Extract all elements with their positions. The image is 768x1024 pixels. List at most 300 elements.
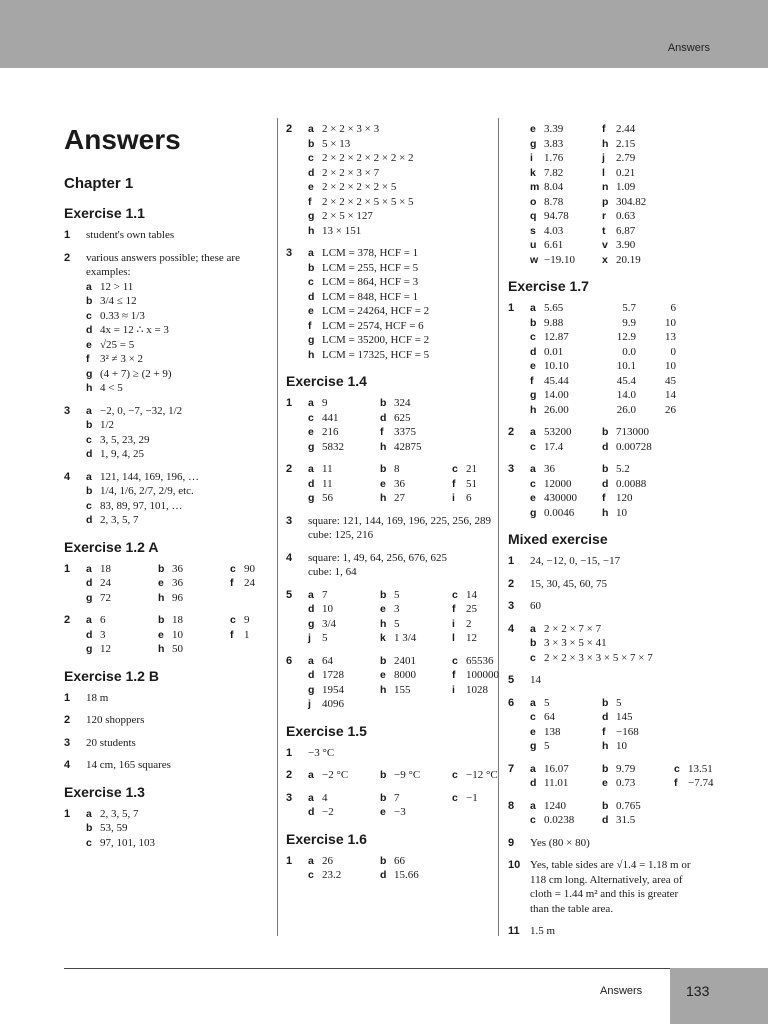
answer-row <box>308 791 524 806</box>
part-letter: b <box>530 637 537 649</box>
answer-text: Yes, table sides are √1.4 = 1.18 m or <box>530 859 691 871</box>
question-body <box>86 562 302 606</box>
answer-part <box>380 396 452 411</box>
part-letter: c <box>452 791 458 804</box>
part-value: 2, 3, 5, 7 <box>100 807 139 820</box>
question <box>508 622 718 666</box>
part-letter: p <box>602 195 609 208</box>
question-number: 5 <box>286 588 293 601</box>
answer-part <box>86 499 183 514</box>
answer-part <box>602 776 674 791</box>
answer-part <box>530 506 602 521</box>
answer-text: 24, −12, 0, −15, −17 <box>530 555 621 567</box>
part-letter: f <box>86 353 90 365</box>
part-letter: o <box>530 195 537 208</box>
part-value: 8000 <box>394 669 416 681</box>
part-letter: f <box>452 669 456 681</box>
part-value: 1.76 <box>544 152 564 164</box>
answer-row <box>86 294 274 309</box>
answer-text: 14 cm, 165 squares <box>86 759 171 771</box>
answer-row <box>308 462 524 477</box>
answer-part <box>308 477 380 492</box>
part-letter: f <box>452 603 456 615</box>
answer-part <box>308 275 418 290</box>
question-body <box>86 404 274 462</box>
question <box>64 713 274 728</box>
part-value: 23.2 <box>322 869 342 881</box>
part-value: 51 <box>466 477 477 490</box>
part-value: 83, 89, 97, 101, … <box>100 499 183 512</box>
part-value: −19.10 <box>544 253 575 266</box>
part-value: −2, 0, −7, −32, 1/2 <box>100 404 183 417</box>
part-letter: g <box>308 210 315 222</box>
part-value: 9.79 <box>616 762 636 775</box>
question-body <box>530 762 746 791</box>
answer-row <box>530 491 718 506</box>
answer-row <box>530 651 718 666</box>
answer-part <box>308 246 418 261</box>
part-value: 10 <box>665 360 676 372</box>
part-value: 138 <box>544 725 561 738</box>
part-value: 2 × 2 × 2 × 5 × 5 × 5 <box>322 195 414 208</box>
exercise-heading: Exercise 1.6 <box>286 830 367 847</box>
answer-part <box>380 425 452 440</box>
part-value: 2 × 2 × 2 × 2 × 5 <box>322 181 397 193</box>
question-body <box>308 462 524 506</box>
answer-part <box>530 477 602 492</box>
question <box>508 599 718 614</box>
question <box>508 554 718 569</box>
answer-row <box>308 195 491 210</box>
part-letter: b <box>308 137 315 150</box>
part-value: LCM = 255, HCF = 5 <box>322 261 419 274</box>
part-value: 3 × 3 × 5 × 41 <box>544 637 607 649</box>
question-number: 1 <box>286 397 293 409</box>
part-letter: a <box>308 654 314 667</box>
answer-row <box>308 491 524 506</box>
part-value: 64 <box>322 654 333 667</box>
answer-part <box>530 180 602 195</box>
part-letter: a <box>530 463 536 475</box>
question-number: 1 <box>286 854 293 867</box>
part-value: −2 <box>322 806 334 818</box>
question <box>508 462 718 520</box>
answer-row <box>308 290 491 305</box>
part-value: 0.21 <box>616 166 636 179</box>
question <box>286 854 491 883</box>
question <box>286 768 498 783</box>
part-value: 53, 59 <box>100 822 128 834</box>
question-number: 2 <box>64 614 71 626</box>
part-value: 18 <box>100 562 111 575</box>
part-value: 0.00728 <box>616 440 652 453</box>
answer-part <box>530 696 602 711</box>
part-letter: d <box>308 603 315 615</box>
question-body <box>86 713 274 728</box>
question-number: 1 <box>286 746 293 759</box>
answer-row <box>86 591 302 606</box>
answer-row <box>530 462 718 477</box>
part-value: LCM = 24264, HCF = 2 <box>322 305 430 317</box>
question-number: 2 <box>286 123 293 135</box>
question-number: 1 <box>508 302 515 314</box>
part-letter: g <box>530 389 537 401</box>
part-letter: b <box>86 419 93 431</box>
part-letter: e <box>530 492 536 504</box>
answer-row <box>308 617 524 632</box>
part-letter: b <box>158 614 165 626</box>
exercise-heading: Exercise 1.2 A <box>64 538 159 555</box>
answer-text: cube: 125, 216 <box>308 529 374 541</box>
question <box>508 425 718 454</box>
part-value: 4096 <box>322 698 344 710</box>
answer-row <box>530 238 718 253</box>
answer-text: examples: <box>86 266 131 278</box>
answer-row <box>308 425 491 440</box>
part-letter: b <box>308 261 315 274</box>
answer-text: 118 cm long. Alternatively, area of <box>530 873 683 886</box>
question-body <box>530 673 718 688</box>
answer-part <box>308 668 380 683</box>
part-letter: b <box>380 654 387 667</box>
part-value: 5.2 <box>616 463 630 475</box>
answer-row <box>530 636 718 651</box>
question-number: 10 <box>508 859 521 871</box>
answer-row <box>308 697 524 712</box>
answer-row <box>530 330 718 345</box>
part-value: −12 °C <box>466 769 498 781</box>
answer-row <box>308 602 524 617</box>
answer-part <box>308 137 350 152</box>
part-value: 0.0 <box>622 345 636 358</box>
part-letter: a <box>530 762 536 775</box>
part-value: 1, 9, 4, 25 <box>100 448 144 460</box>
answer-part <box>380 805 452 820</box>
chapter-title: Chapter 1 <box>64 175 134 192</box>
part-value: 7.82 <box>544 166 564 179</box>
part-value: LCM = 17325, HCF = 5 <box>322 348 430 361</box>
answer-part <box>86 338 134 353</box>
question-number: 9 <box>508 836 515 849</box>
part-letter: d <box>86 324 93 336</box>
answer-text: cloth = 1.44 m² and this is greater <box>530 888 679 900</box>
part-value: 2.79 <box>616 152 636 164</box>
answer-part <box>530 209 602 224</box>
part-value: 5 <box>544 740 550 752</box>
answer-row <box>86 470 274 485</box>
answer-part <box>380 477 452 492</box>
question-body <box>308 514 491 543</box>
part-letter: e <box>602 777 608 789</box>
answer-part <box>602 195 674 210</box>
answer-part <box>308 440 380 455</box>
answer-part <box>158 562 230 577</box>
part-value: 24 <box>244 577 255 589</box>
part-letter: f <box>602 725 606 738</box>
part-value: 12 > 11 <box>100 280 134 293</box>
answer-part <box>86 323 169 338</box>
part-letter: a <box>308 397 314 409</box>
answer-row <box>530 477 718 492</box>
answer-part <box>86 484 194 499</box>
part-value: 10 <box>616 506 627 519</box>
answer-part <box>308 319 424 334</box>
part-value: 625 <box>394 411 411 424</box>
answer-part <box>308 617 380 632</box>
answer-row <box>530 301 718 316</box>
answer-row <box>530 813 718 828</box>
part-value: 5 <box>394 617 400 630</box>
part-value: 21 <box>466 463 477 475</box>
question <box>286 654 499 712</box>
part-value: 53200 <box>544 426 572 438</box>
answer-row <box>86 280 274 295</box>
part-value: 0.63 <box>616 210 636 222</box>
part-letter: d <box>308 477 315 490</box>
question <box>286 122 491 238</box>
answer-part <box>158 642 230 657</box>
part-letter: h <box>602 506 609 519</box>
answer-part <box>86 613 158 628</box>
part-letter: e <box>158 577 164 589</box>
part-letter: f <box>530 374 534 387</box>
page-title: Answers <box>64 124 181 155</box>
question-number: 3 <box>286 514 293 527</box>
answer-row <box>530 359 718 374</box>
answer-row <box>308 209 491 224</box>
part-letter: g <box>308 492 315 504</box>
answer-part <box>602 725 674 740</box>
question-body <box>86 736 274 751</box>
answer-part <box>530 122 602 137</box>
answer-row <box>308 683 524 698</box>
answer-part <box>86 433 150 448</box>
answer-part <box>86 367 172 382</box>
answer-row <box>308 868 491 883</box>
answer-row <box>86 807 274 822</box>
part-letter: d <box>602 814 609 826</box>
question <box>286 396 491 454</box>
question-body <box>530 799 718 828</box>
answer-part <box>380 462 452 477</box>
footer-label: Answers <box>600 985 643 997</box>
answer-row <box>308 319 491 334</box>
answer-part <box>308 180 396 195</box>
part-letter: r <box>602 210 607 222</box>
part-letter: a <box>308 247 314 259</box>
part-letter: j <box>308 698 311 710</box>
answer-part <box>602 209 674 224</box>
part-letter: a <box>530 622 536 635</box>
part-letter: f <box>602 123 606 135</box>
part-letter: v <box>602 239 608 251</box>
part-value: 13.51 <box>688 762 713 775</box>
part-value: 216 <box>322 426 339 438</box>
question-body <box>308 746 491 761</box>
answer-row <box>530 345 718 360</box>
part-letter: b <box>530 316 537 329</box>
part-value: 25 <box>466 603 477 615</box>
answer-row <box>86 513 274 528</box>
part-value: 14 <box>665 389 676 401</box>
answer-part <box>158 576 230 591</box>
answer-part <box>602 151 674 166</box>
answer-row <box>86 562 302 577</box>
part-value: 6.61 <box>544 239 564 251</box>
part-letter: g <box>86 591 93 604</box>
part-letter: c <box>308 152 314 164</box>
answer-row <box>530 209 718 224</box>
part-value: 8.04 <box>544 181 564 193</box>
answer-part <box>308 209 373 224</box>
part-value: 4x = 12 ∴ x = 3 <box>100 324 169 336</box>
answer-part <box>308 791 380 806</box>
answer-row <box>308 588 524 603</box>
part-letter: e <box>158 628 164 641</box>
part-value: 304.82 <box>616 195 647 208</box>
answer-row <box>530 739 718 754</box>
answer-part <box>530 224 602 239</box>
question-body <box>530 924 718 939</box>
part-value: 1240 <box>544 799 566 812</box>
answer-row <box>530 762 746 777</box>
answer-row <box>86 367 274 382</box>
answer-part <box>602 224 674 239</box>
part-letter: b <box>380 397 387 409</box>
part-value: 6.87 <box>616 224 636 237</box>
part-value: 36 <box>544 463 555 475</box>
part-value: 5.7 <box>622 302 636 314</box>
part-letter: b <box>380 588 387 601</box>
part-letter: d <box>602 440 609 453</box>
part-letter: c <box>530 711 536 723</box>
answer-row <box>530 374 718 389</box>
part-value: 12 <box>466 632 477 644</box>
part-letter: e <box>530 123 536 135</box>
answer-row <box>86 499 274 514</box>
part-letter: a <box>86 562 92 575</box>
part-letter: h <box>308 224 315 237</box>
part-letter: c <box>452 769 458 781</box>
part-letter: h <box>530 403 537 416</box>
answer-part <box>86 591 158 606</box>
answer-part <box>602 710 674 725</box>
part-value: 14.00 <box>544 389 569 401</box>
part-value: 2 × 2 × 3 × 3 × 5 × 7 × 7 <box>544 651 653 664</box>
part-value: 6 <box>670 302 676 314</box>
answer-part <box>308 151 414 166</box>
part-letter: c <box>86 433 92 446</box>
part-letter: c <box>530 651 536 664</box>
part-value: 3² ≠ 3 × 2 <box>100 353 144 365</box>
question <box>508 577 718 592</box>
answer-row <box>86 433 274 448</box>
answer-part <box>530 813 602 828</box>
answer-part <box>530 622 601 637</box>
answer-row <box>308 151 491 166</box>
answer-part <box>308 854 380 869</box>
part-value: 72 <box>100 591 111 604</box>
answer-part <box>602 506 674 521</box>
answer-part <box>602 137 674 152</box>
part-value: 3/4 <box>322 617 337 630</box>
part-letter: w <box>530 253 539 266</box>
answer-part <box>308 868 380 883</box>
question <box>286 588 491 646</box>
part-value: 10 <box>172 628 183 641</box>
answer-row <box>530 122 718 137</box>
part-letter: l <box>602 166 605 179</box>
part-letter: a <box>308 769 314 781</box>
part-letter: a <box>308 588 314 601</box>
answer-part <box>308 602 380 617</box>
question-number: 4 <box>64 759 71 771</box>
answer-part <box>380 683 452 698</box>
answer-part <box>530 762 602 777</box>
answer-part <box>602 180 674 195</box>
answer-row <box>530 224 718 239</box>
part-letter: g <box>530 137 537 150</box>
part-value: 50 <box>172 643 183 655</box>
part-letter: a <box>308 123 314 135</box>
answer-row <box>530 316 718 331</box>
part-letter: q <box>530 210 537 222</box>
answer-part <box>86 562 158 577</box>
answer-part <box>530 739 602 754</box>
answer-part <box>380 791 452 806</box>
answer-part <box>86 418 114 433</box>
answer-text: 14 <box>530 674 541 686</box>
part-letter: s <box>530 224 536 237</box>
part-letter: h <box>602 137 609 150</box>
page-number: 133 <box>686 983 710 999</box>
part-value: 90 <box>244 562 255 575</box>
part-letter: b <box>380 463 387 475</box>
question-body <box>308 122 491 238</box>
part-value: 9 <box>322 397 328 409</box>
answer-row <box>308 854 491 869</box>
question <box>286 551 491 580</box>
answer-row <box>86 836 274 851</box>
part-letter: d <box>602 711 609 723</box>
answer-row <box>308 166 491 181</box>
part-letter: f <box>380 426 384 438</box>
part-value: 1/2 <box>100 419 115 431</box>
answer-text: Yes (80 × 80) <box>530 836 590 849</box>
answer-row <box>86 642 302 657</box>
part-value: 9 <box>244 614 250 626</box>
answer-part <box>530 425 602 440</box>
question-body <box>308 854 491 883</box>
question <box>508 673 718 688</box>
answer-part <box>308 333 429 348</box>
part-letter: i <box>452 617 455 630</box>
exercise-heading: Exercise 1.3 <box>64 783 145 800</box>
question <box>64 807 274 851</box>
answer-part <box>380 654 452 669</box>
part-value: 14.0 <box>616 389 636 401</box>
part-letter: b <box>380 791 387 804</box>
part-letter: d <box>86 577 93 589</box>
answer-part <box>308 290 418 305</box>
part-value: 430000 <box>544 492 577 504</box>
answer-text: various answers possible; these are <box>86 251 240 264</box>
question-body <box>530 599 718 614</box>
answer-part <box>380 668 452 683</box>
answer-row <box>530 506 718 521</box>
part-letter: e <box>530 725 536 738</box>
question <box>64 470 274 528</box>
